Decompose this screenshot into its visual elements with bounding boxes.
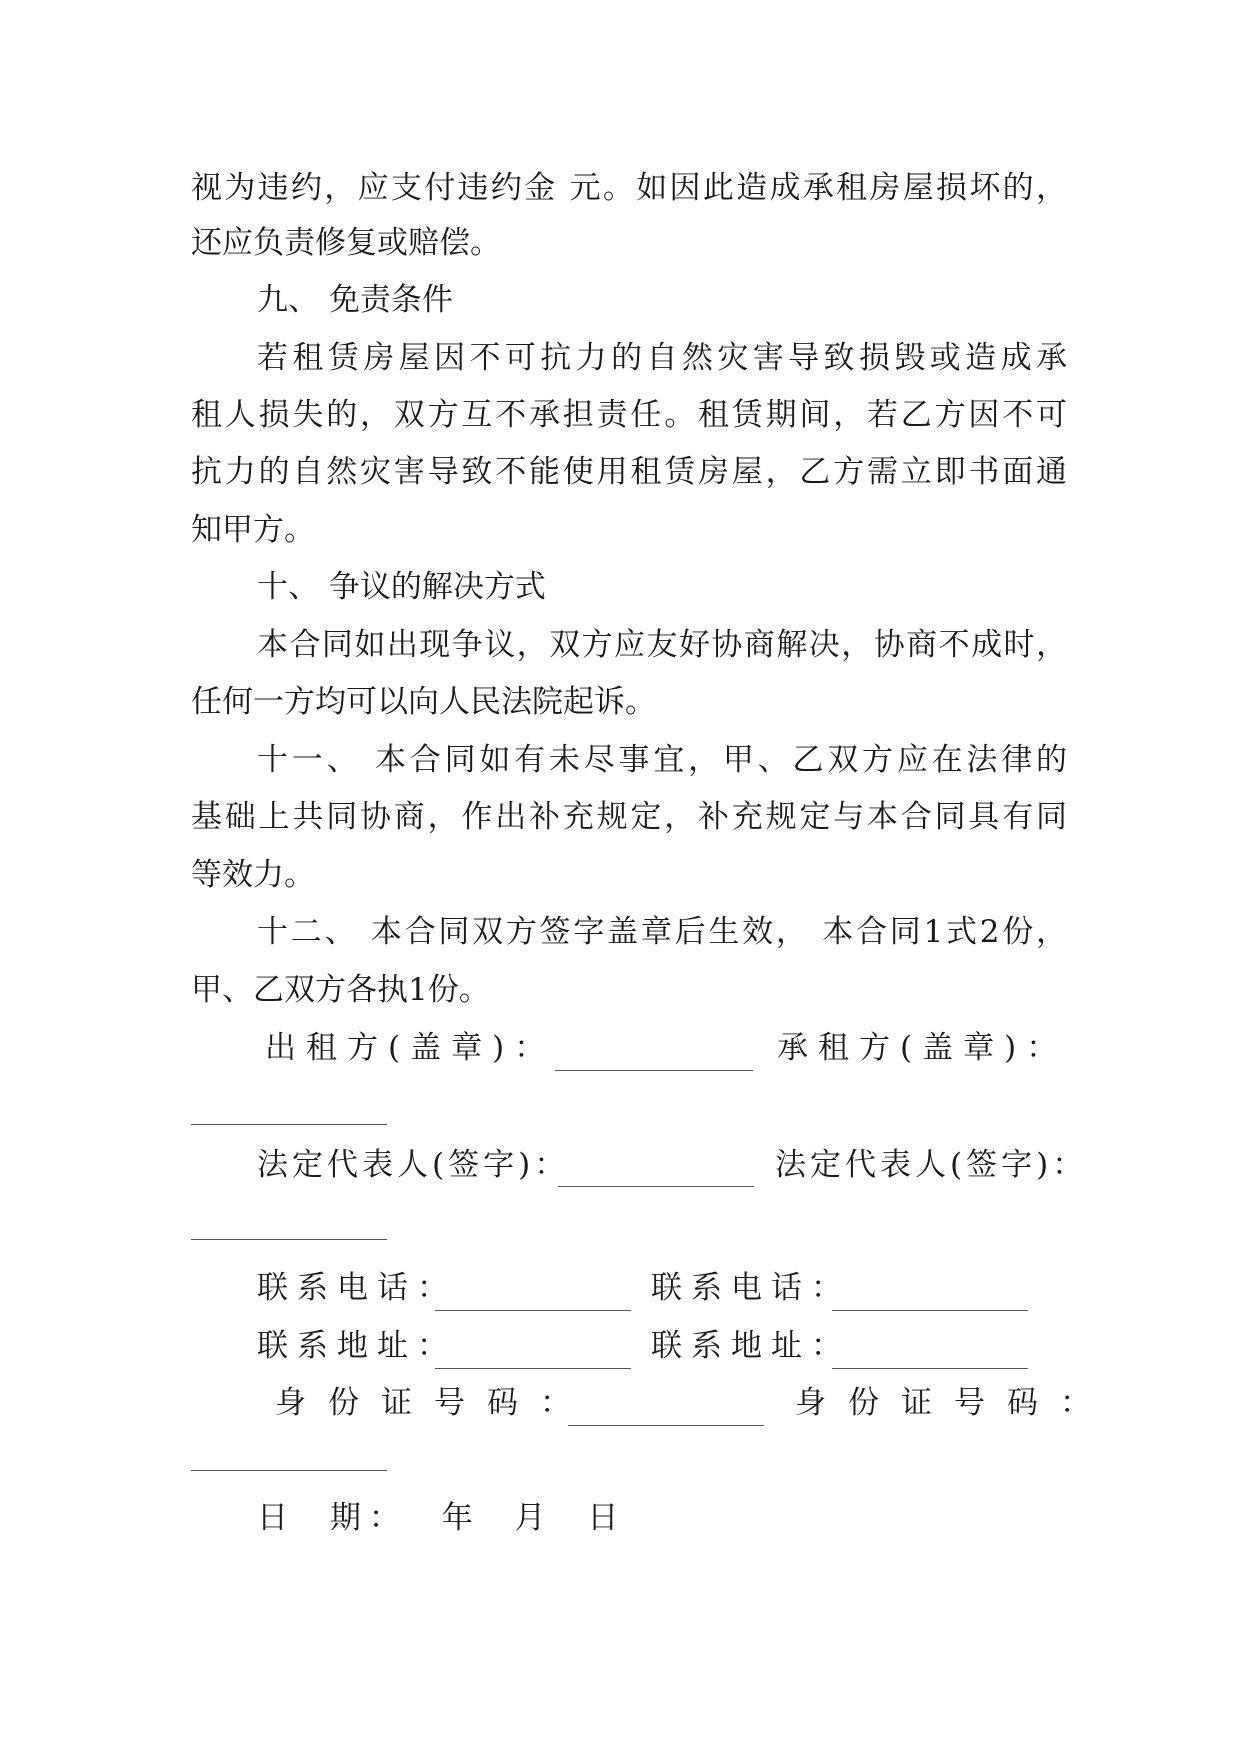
signature-line (555, 1070, 753, 1071)
phone-label-a: 联系电话： (257, 1270, 457, 1306)
paragraph-line: 视为违约，应支付违约金 元。如因此造成承租房屋损坏的， (191, 170, 1067, 206)
paragraph-line: 十一、 本合同如有未尽事宜，甲、乙双方应在法律的 (257, 742, 1067, 778)
phone-label-b: 联系电话： (651, 1270, 851, 1306)
paragraph-line: 甲、乙双方各执1份。 (191, 972, 490, 1008)
section-heading: 十、 争议的解决方式 (257, 569, 546, 605)
paragraph-line: 知甲方。 (191, 512, 315, 548)
date-label: 日 期： 年 月 日 (257, 1500, 627, 1536)
signature-line (191, 1239, 387, 1240)
legal-rep-label-b: 法定代表人(签字)： (775, 1147, 1088, 1183)
lessee-seal-label: 承租方(盖章)： (777, 1030, 1068, 1066)
paragraph-line: 本合同如出现争议，双方应友好协商解决，协商不成时， (257, 627, 1067, 663)
signature-line (558, 1186, 754, 1187)
address-label-a: 联系地址： (257, 1328, 457, 1364)
signature-line (435, 1368, 631, 1369)
paragraph-line: 若租赁房屋因不可抗力的自然灾害导致损毁或造成承 (257, 340, 1067, 376)
signature-line (191, 1470, 387, 1471)
paragraph-line: 还应负责修复或赔偿。 (191, 225, 501, 261)
paragraph-line: 基础上共同协商，作出补充规定，补充规定与本合同具有同 (191, 799, 1067, 835)
lessor-seal-label: 出租方(盖章)： (265, 1030, 556, 1066)
signature-line (191, 1124, 387, 1125)
legal-rep-label-a: 法定代表人(签字)： (257, 1147, 570, 1183)
paragraph-line: 任何一方均可以向人民法院起诉。 (191, 684, 656, 720)
id-label-a: 身份证号码： (275, 1385, 593, 1421)
paragraph-line: 等效力。 (191, 857, 315, 893)
paragraph-line: 十二、 本合同双方签字盖章后生效， 本合同1式2份， (257, 914, 1067, 950)
signature-line (832, 1368, 1028, 1369)
paragraph-line: 租人损失的，双方互不承担责任。租赁期间，若乙方因不可 (191, 397, 1067, 433)
signature-line (832, 1310, 1028, 1311)
paragraph-line: 抗力的自然灾害导致不能使用租赁房屋，乙方需立即书面通 (191, 454, 1067, 490)
signature-line (568, 1425, 764, 1426)
address-label-b: 联系地址： (651, 1328, 851, 1364)
signature-line (435, 1310, 631, 1311)
section-heading: 九、 免责条件 (257, 282, 453, 318)
id-label-b: 身份证号码： (795, 1385, 1113, 1421)
